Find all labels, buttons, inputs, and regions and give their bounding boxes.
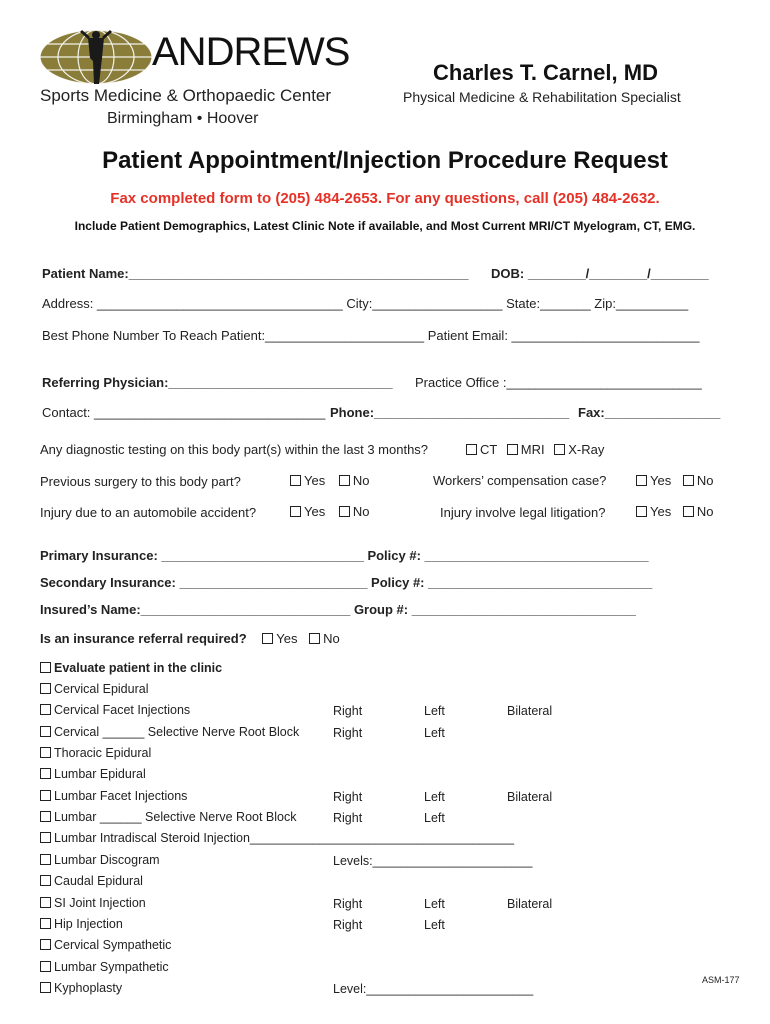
insured-name-field[interactable]: Insured’s Name:_____________________________ Group #: _______________________________ — [40, 602, 636, 617]
legal-options — [636, 504, 713, 519]
procedure-row — [40, 682, 148, 696]
procedure-label: Lumbar ______ Selective Nerve Root Block — [54, 810, 297, 824]
procedure-label: Cervical Facet Injections — [54, 703, 191, 717]
auto-no-checkbox[interactable] — [339, 506, 350, 517]
mri-checkbox[interactable] — [507, 444, 518, 455]
procedure-row — [40, 938, 171, 952]
ct-checkbox[interactable] — [466, 444, 477, 455]
procedure-checkbox[interactable] — [40, 704, 51, 715]
procedure-row — [40, 981, 122, 995]
procedure-checkbox[interactable] — [40, 982, 51, 993]
legal-yes-checkbox[interactable] — [636, 506, 647, 517]
procedure-label: Hip Injection — [54, 917, 123, 931]
procedure-checkbox[interactable] — [40, 747, 51, 758]
procedure-label: Lumbar Sympathetic — [54, 960, 169, 974]
procedure-left-option[interactable]: Left — [424, 811, 445, 825]
form-code: ASM-177 — [702, 975, 740, 985]
procedure-label: Caudal Epidural — [54, 874, 143, 888]
referring-physician-field[interactable]: Referring Physician:_______________________________ — [42, 375, 393, 390]
brand-name: ANDREWS — [152, 30, 350, 74]
procedure-row — [40, 703, 190, 717]
address-field[interactable]: Address: __________________________________ City:__________________ State:_______ Zip:__________ — [42, 296, 689, 311]
procedure-right-option[interactable]: Right — [333, 704, 363, 718]
surgery-options — [290, 473, 369, 488]
procedure-right-option[interactable]: Right — [333, 918, 363, 932]
procedure-row — [40, 874, 143, 888]
no-label: No — [696, 473, 714, 488]
procedure-row — [40, 767, 146, 781]
procedure-checkbox[interactable] — [40, 811, 51, 822]
procedure-left-option[interactable]: Left — [424, 704, 445, 718]
diagnostic-options — [466, 442, 604, 457]
form-title: Patient Appointment/Injection Procedure Request — [102, 147, 668, 174]
procedure-bilateral-option[interactable]: Bilateral — [507, 897, 553, 911]
procedure-left-option[interactable]: Left — [424, 790, 445, 804]
surgery-no-checkbox[interactable] — [339, 475, 350, 486]
fax-notice: Fax completed form to (205) 484-2653. For any questions, call (205) 484-2632. — [110, 190, 660, 207]
procedure-right-option[interactable]: Right — [333, 790, 363, 804]
ct-label: CT — [480, 442, 498, 457]
procedure-checkbox[interactable] — [40, 897, 51, 908]
xray-label: X-Ray — [568, 442, 605, 457]
legal-no-checkbox[interactable] — [683, 506, 694, 517]
evaluate-label: Evaluate patient in the clinic — [54, 661, 223, 675]
procedure-label: SI Joint Injection — [54, 896, 146, 910]
yes-label: Yes — [276, 631, 298, 646]
include-notice: Include Patient Demographics, Latest Clinic Note if available, and Most Current MRI/CT Myelogram, CT, EMG. — [74, 219, 696, 233]
procedure-right-option[interactable]: Right — [333, 726, 363, 740]
procedure-checkbox[interactable] — [40, 939, 51, 950]
procedure-row — [40, 960, 169, 974]
procedure-right-option[interactable]: Levels:_______________________ — [333, 854, 533, 868]
procedure-row — [40, 746, 151, 760]
procedure-label: Cervical ______ Selective Nerve Root Block — [54, 725, 300, 739]
procedure-checkbox[interactable] — [40, 768, 51, 779]
procedure-row — [40, 810, 297, 824]
evaluate-checkbox[interactable] — [40, 662, 51, 673]
procedure-checkbox[interactable] — [40, 875, 51, 886]
procedure-row — [40, 789, 187, 803]
procedure-label: Thoracic Epidural — [54, 746, 152, 760]
procedure-label: Lumbar Intradiscal Steroid Injection______________________________________ — [54, 831, 515, 845]
brand-cities: Birmingham • Hoover — [107, 110, 259, 127]
procedure-row — [40, 896, 146, 910]
patient-name-field[interactable]: Patient Name:_______________________________________________ — [42, 266, 469, 281]
auto-yes-checkbox[interactable] — [290, 506, 301, 517]
auto-question: Injury due to an automobile accident? — [40, 505, 257, 520]
procedure-left-option[interactable]: Left — [424, 918, 445, 932]
no-label: No — [323, 631, 340, 646]
procedure-label: Kyphoplasty — [54, 981, 123, 995]
auto-options — [290, 504, 369, 519]
procedure-label: Lumbar Epidural — [54, 767, 146, 781]
yes-label: Yes — [650, 473, 672, 488]
referring-phone-field[interactable]: Phone:___________________________ — [330, 405, 570, 420]
referral-yes-checkbox[interactable] — [262, 633, 273, 644]
procedure-label: Cervical Sympathetic — [54, 938, 172, 952]
evaluate-row — [40, 661, 222, 675]
practice-office-field[interactable]: Practice Office :___________________________ — [415, 375, 702, 390]
procedure-row — [40, 725, 299, 739]
workers-yes-checkbox[interactable] — [636, 475, 647, 486]
yes-label: Yes — [304, 504, 326, 519]
procedure-row — [40, 917, 123, 931]
procedure-left-option[interactable]: Left — [424, 897, 445, 911]
surgery-question: Previous surgery to this body part? — [40, 474, 241, 489]
doctor-name: Charles T. Carnel, MD — [433, 60, 658, 85]
referral-question: Is an insurance referral required? — [40, 631, 247, 646]
procedure-row — [40, 831, 514, 845]
procedure-right-option[interactable]: Right — [333, 897, 363, 911]
procedure-checkbox[interactable] — [40, 832, 51, 843]
surgery-yes-checkbox[interactable] — [290, 475, 301, 486]
workers-no-checkbox[interactable] — [683, 475, 694, 486]
procedure-checkbox[interactable] — [40, 918, 51, 929]
doctor-specialty: Physical Medicine & Rehabilitation Specialist — [403, 89, 681, 105]
mri-label: MRI — [520, 442, 545, 457]
procedure-right-option[interactable]: Level:________________________ — [333, 982, 534, 996]
diagnostic-question: Any diagnostic testing on this body part(s) within the last 3 months? — [40, 442, 429, 457]
secondary-insurance-field[interactable]: Secondary Insurance: __________________________ Policy #: _______________________________ — [40, 575, 653, 590]
procedure-checkbox[interactable] — [40, 726, 51, 737]
no-label: No — [352, 473, 370, 488]
workers-question: Workers’ compensation case? — [433, 473, 607, 488]
phone-email-field[interactable]: Best Phone Number To Reach Patient:______________________ Patient Email: __________________________ — [42, 328, 700, 343]
procedure-right-option[interactable]: Right — [333, 811, 363, 825]
procedure-label: Lumbar Facet Injections — [54, 789, 188, 803]
yes-label: Yes — [304, 473, 326, 488]
contact-field[interactable]: Contact: ________________________________ — [42, 405, 326, 420]
dob-field[interactable]: DOB: ________/________/________ — [491, 266, 709, 281]
xray-checkbox[interactable] — [554, 444, 565, 455]
procedure-label: Lumbar Discogram — [54, 853, 160, 867]
andrews-globe-logo — [38, 28, 154, 86]
referring-fax-field[interactable]: Fax:________________ — [578, 405, 721, 420]
no-label: No — [352, 504, 370, 519]
referral-row — [40, 631, 340, 646]
brand-tagline: Sports Medicine & Orthopaedic Center — [40, 86, 332, 105]
no-label: No — [696, 504, 714, 519]
yes-label: Yes — [650, 504, 672, 519]
procedure-checkbox[interactable] — [40, 683, 51, 694]
procedure-row — [40, 853, 160, 867]
legal-question: Injury involve legal litigation? — [440, 505, 606, 520]
procedure-bilateral-option[interactable]: Bilateral — [507, 704, 553, 718]
procedure-left-option[interactable]: Left — [424, 726, 445, 740]
primary-insurance-field[interactable]: Primary Insurance: ____________________________ Policy #: _______________________________ — [40, 548, 649, 563]
procedure-checkbox[interactable] — [40, 854, 51, 865]
workers-options — [636, 473, 713, 488]
procedure-bilateral-option[interactable]: Bilateral — [507, 790, 553, 804]
procedure-checkbox[interactable] — [40, 790, 51, 801]
referral-no-checkbox[interactable] — [309, 633, 320, 644]
procedure-label: Cervical Epidural — [54, 682, 149, 696]
procedure-checkbox[interactable] — [40, 961, 51, 972]
